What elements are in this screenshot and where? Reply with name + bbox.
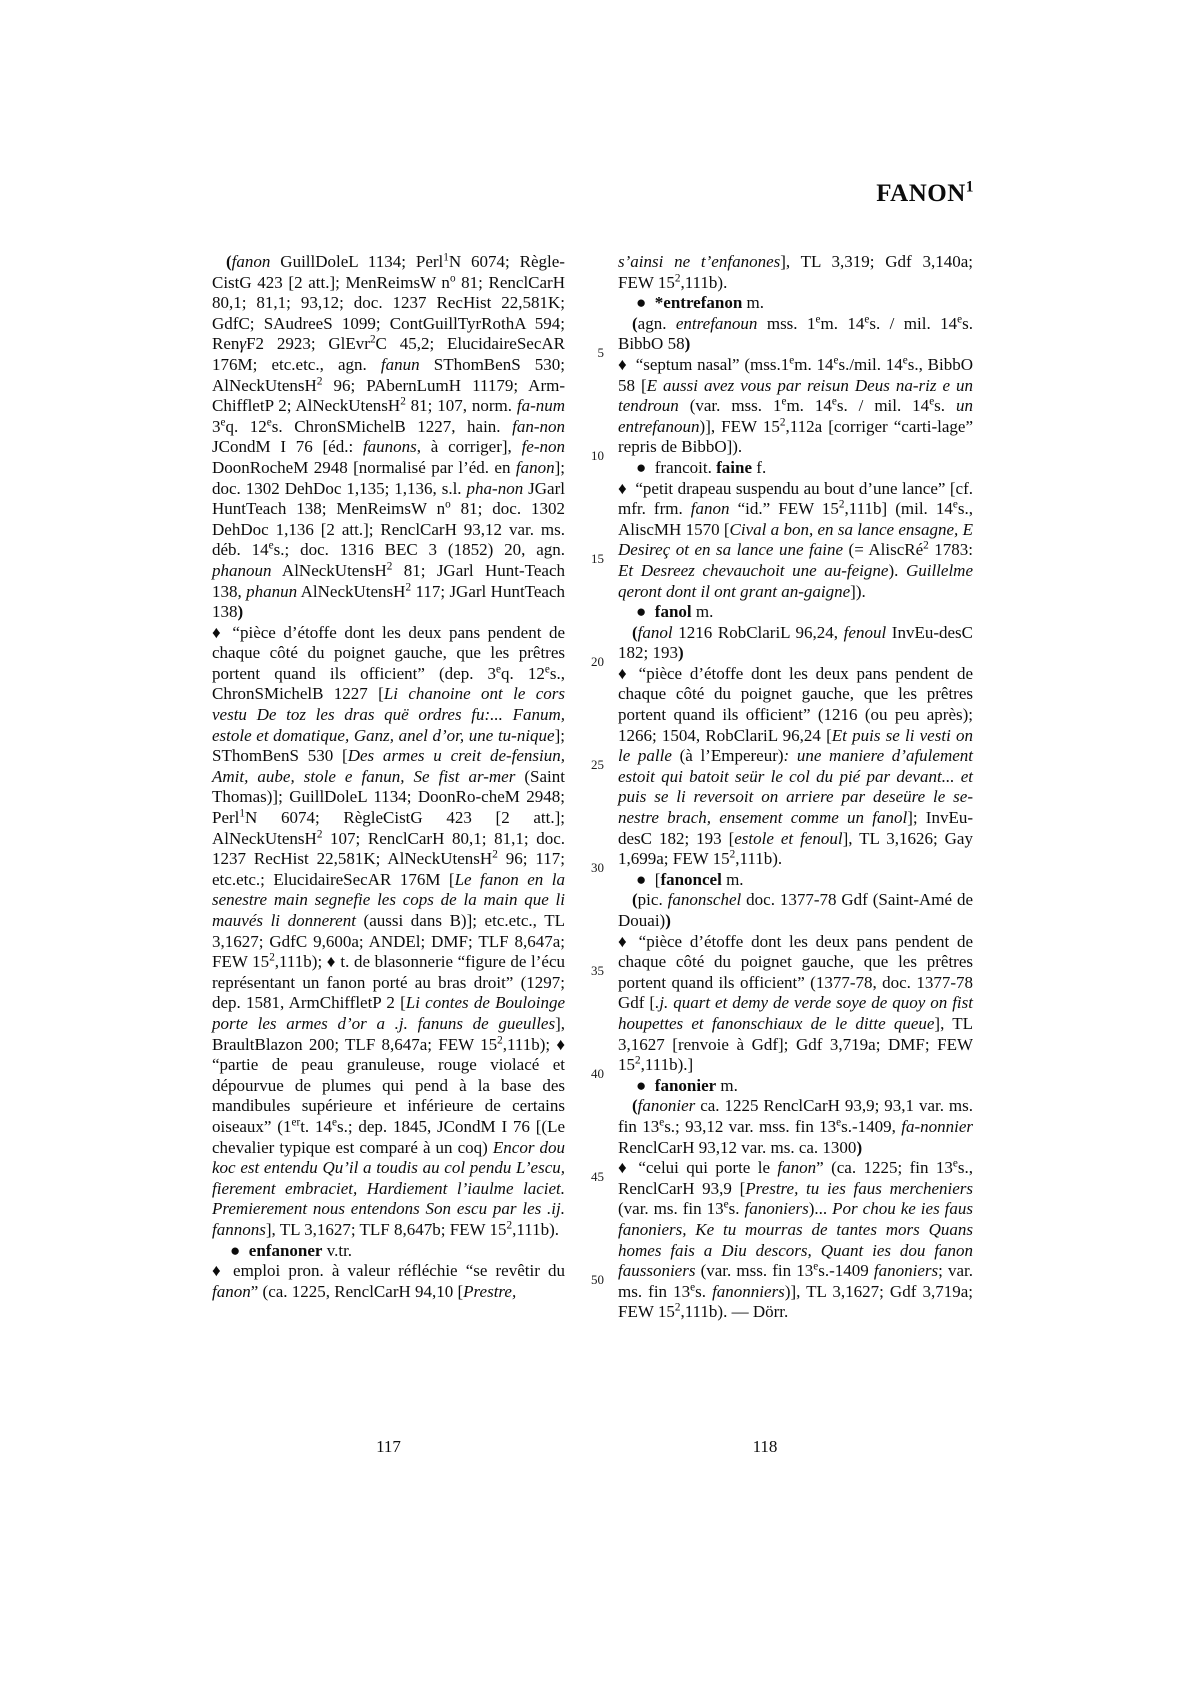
entry-paragraph: ♦ “celui qui porte le fanon” (ca. 1225; fin 13es., RenclCarH 93,9 [Prestre, tu ies faus mercheniers (var. ms. fin 13es. fanoniers)... Por chou ke ies faus fanoniers, Ke tu mourras de tantes mors Quans homes fais a Diu descors, Quant ies dou fanon faussoniers (var. mss. fin 13es.-1409 fanoniers; var. ms. fin 13es. fanonniers)], TL 3,1627; Gdf 3,719a; FEW $15^2,111b$). — Dörr.	[618, 1157, 974, 1322]
italic-run: fanonier	[637, 1096, 696, 1116]
bold-run: faine	[716, 457, 753, 477]
superscript: 2	[729, 848, 736, 861]
italic-run: .j. quart et demy de verde soye de quoy on fist houpettes et fanonschiaux de le ditte queue	[618, 993, 973, 1033]
superscript: e	[266, 416, 272, 429]
superscript: o	[449, 271, 456, 284]
superscript: 2	[316, 827, 323, 840]
bold-run: (	[632, 622, 638, 642]
line-number: 50	[591, 1272, 604, 1288]
text-columns	[212, 252, 973, 1323]
superscript: e	[690, 1281, 696, 1294]
bold-run: fanoncel	[660, 869, 722, 889]
italic-run: fanol	[637, 622, 673, 642]
entry-paragraph: ● fanol m.	[636, 602, 714, 622]
superscript: 2	[369, 333, 376, 346]
page-number-right: 118	[752, 1437, 778, 1456]
superscript: 2	[497, 1033, 503, 1046]
italic-run: Des armes u creit de-fensiun, Amit, aube, stole e fanun, Se fist ar-mer	[212, 746, 566, 786]
running-head-word: FANON	[876, 180, 966, 207]
superscript: e	[815, 313, 821, 326]
superscript: er	[291, 1116, 301, 1129]
bold-run: )	[237, 602, 244, 622]
italic-run: Li chanoine ont le cors vestu De toz les dras quë ordres fu:... Fanum, estole et domatique, Ganz, anel d’or, une tu-nique	[212, 684, 566, 745]
entry-paragraph: (fanol 1216 RobClariL 96,24, fenoul InvEu-desC 182; 193)	[618, 622, 973, 663]
superscript: e	[781, 395, 787, 408]
bold-run: )	[665, 911, 671, 930]
italic-run: Encor dou koc est entendu Qu’il a toudis au col pendu L’escu, fierement embraciet, Hardiement l’iaulme laciet. Premierement nous entendons Son escu par les .ij. fannons	[212, 1137, 566, 1239]
superscript: e	[544, 663, 550, 676]
italic-run: fe-non	[521, 437, 565, 457]
italic-run: fanun	[380, 354, 420, 374]
italic-run: Et Desreez chevauchoit une au-feigne	[618, 560, 889, 580]
superscript: e	[833, 354, 839, 367]
italic-run: faunons	[362, 437, 417, 457]
superscript: e	[268, 539, 274, 552]
italic-run: γ	[239, 334, 247, 354]
italic-run: estole et fenoul	[734, 828, 843, 848]
superscript: o	[445, 498, 451, 511]
italic-run: entrefanoun	[675, 313, 758, 333]
bold-run: (	[632, 313, 638, 333]
bold-run: (	[226, 252, 232, 271]
italic-run: phanoun	[212, 560, 272, 580]
line-number-gutter	[565, 252, 618, 1323]
superscript: 2	[405, 580, 412, 593]
superscript: 2	[674, 1301, 681, 1314]
superscript: e	[952, 498, 958, 511]
superscript: 1	[239, 807, 245, 820]
superscript: 2	[492, 848, 498, 861]
italic-run: fa-num	[516, 396, 566, 416]
line-number: 40	[591, 1066, 604, 1082]
italic-run: fanon	[212, 1281, 251, 1301]
italic-run: : une maniere d’afulement estoit qui batoit seür le col du pié par devant... et puis se li reversoit on arriere par deseüre le se-nestre brach, ensement comme un fanol	[618, 746, 973, 828]
entry-paragraph: ● [fanoncel m.	[636, 869, 744, 889]
superscript: e	[836, 1116, 842, 1129]
superscript: 2	[635, 1054, 641, 1067]
superscript: 2	[779, 416, 786, 429]
entry-paragraph: ♦ “pièce d’étoffe dont les deux pans pendent de chaque côté du poignet gauche, que les prêtres portent quand ils officient” (1377-78, doc. 1377-78 Gdf [.j. quart et demy de verde soye de quoy on fist houpettes et fanonschiaux de le ditte queue], TL 3,1627 [renvoie à Gdf]; Gdf 3,719a; DMF; FEW $15^2,111b$).]	[618, 931, 973, 1075]
bold-run: (	[632, 890, 638, 910]
bold-run: fanonier	[654, 1075, 717, 1095]
italic-run: fanon	[515, 457, 555, 477]
superscript: 2	[674, 271, 681, 284]
superscript: 2	[400, 395, 406, 408]
superscript: 2	[923, 539, 929, 552]
entry-paragraph: ● enfanoner v.tr.	[230, 1240, 353, 1260]
italic-run: fanon	[231, 252, 271, 271]
line-number: 10	[591, 448, 604, 464]
line-number: 25	[591, 757, 604, 773]
superscript: e	[952, 1157, 958, 1170]
superscript: e	[659, 1116, 665, 1129]
italic-run: fanonniers	[712, 1281, 785, 1301]
italic-run: pha-non	[466, 478, 524, 498]
bold-run: (	[632, 1096, 638, 1116]
italic-run: fanoniers	[744, 1199, 809, 1219]
line-number: 35	[591, 963, 604, 979]
entry-paragraph: ● *entrefanon m.	[636, 293, 765, 313]
line-number: 15	[591, 551, 604, 567]
italic-run: fan-non	[512, 416, 565, 436]
superscript: e	[331, 1116, 337, 1129]
entry-paragraph: ♦ “septum nasal” (mss.1em. 14es./mil. 14es., BibbO 58 [E aussi avez vous par reisun Deus na-riz e un tendroun (var. mss. 1em. 14es. / mil. 14es. un entrefanoun)], FEW $15^2,112a$ [corriger “carti-lage” repris de BibbO]).	[618, 354, 973, 457]
superscript: e	[831, 395, 837, 408]
bold-run: )	[684, 334, 691, 354]
superscript: e	[496, 663, 502, 676]
italic-run: un entrefanoun	[618, 396, 973, 436]
line-number: 45	[591, 1169, 604, 1185]
superscript: 2	[316, 374, 323, 387]
entry-paragraph: ♦ “petit drapeau suspendu au bout d’une lance” [cf. mfr. frm. fanon “id.” FEW $15^2,111b$] (mil. 14es., AliscMH 1570 [Cival a bon, en sa lance ensagne, E Desireç ot en sa lance une faine (= AliscRé$^2$ 1783: Et Desreez chevauchoit une au-feigne). Guillelme qeront dont il ont grant an-gaigne]).	[618, 478, 973, 601]
superscript: e	[957, 313, 963, 326]
entry-paragraph: (fanonier ca. 1225 RenclCarH 93,9; 93,1 var. ms. fin 13es.; 93,12 var. mss. fin 13es.-1409, fa-nonnier RenclCarH 93,12 var. ms. ca. 1300)	[618, 1096, 974, 1157]
italic-run: fenoul	[843, 622, 887, 642]
italic-run: fanonschel	[667, 890, 742, 910]
superscript: e	[789, 354, 795, 367]
bold-run: *entrefanon	[654, 293, 743, 313]
entry-paragraph: ♦ emploi pron. à valeur réfléchie “se revêtir du fanon” (ca. 1225, RenclCarH 94,10 [Prestre,	[212, 1261, 565, 1301]
superscript: 2	[838, 498, 845, 511]
entry-paragraph: (pic. fanonschel doc. 1377-78 Gdf (Saint-Amé de Douai))	[618, 890, 973, 930]
superscript: e	[813, 1260, 819, 1273]
entry-paragraph: (fanon GuillDoleL 1134; Perl$^1$N 6074; Règle-CistG 423 [2 att.]; MenReimsW $n^o$ 81; RenclCarH 80,1; 81,1; 93,12; doc. 1237 RecHist 22,581K; GdfC; SAudreeS 1099; ContGuillTyrRothA 594; RenγF2 2923; GlEvr$^2$C 45,2; ElucidaireSecAR 176M; etc.etc., agn. fanun SThomBenS 530; AlNeckUtensH$^2$ 96; PAbernLumH 11179; Arm-ChiffletP 2; AlNeckUtensH$^2$ 81; 107, norm. fa-num 3eq. 12es. ChronSMichelB 1227, hain. fan-non JCondM I 76 [éd.: faunons, à corriger], fe-non DoonRocheM 2948 [normalisé par l’éd. en fanon]; doc. 1302 DehDoc 1,135; 1,136, s.l. pha-non JGarl HuntTeach 138; MenReimsW $n^o$ 81; doc. 1302 DehDoc 1,136 [2 att.]; RenclCarH 93,12 var. ms. déb. 14es.; doc. 1316 BEC 3 (1852) 20, agn. phanoun AlNeckUtensH$^2$ 81; JGarl Hunt-Teach 138, phanun AlNeckUtensH$^2$ 117; JGarl HuntTeach 138)	[212, 251, 566, 622]
italic-run: Cival a bon, en sa lance ensagne, E Desireç ot en sa lance une faine	[618, 519, 973, 560]
running-head-superscript: 1	[965, 178, 974, 196]
page-number-left: 117	[376, 1437, 401, 1456]
entry-paragraph: ● fanonier m.	[636, 1075, 738, 1095]
line-number: 20	[591, 654, 604, 670]
italic-run: E aussi avez vous par reisun Deus na-riz e un tendroun	[618, 375, 973, 416]
superscript: 2	[269, 951, 275, 964]
superscript: e	[929, 395, 935, 408]
line-number: 5	[597, 345, 604, 361]
column-left	[212, 252, 565, 1323]
bold-run: fanol	[654, 602, 692, 622]
italic-run: Et puis se li vesti on le palle	[618, 725, 973, 766]
entry-paragraph: s’ainsi ne t’enfanones], TL 3,319; Gdf 3,140a; FEW $15^2,111b$).	[618, 252, 974, 292]
italic-run: Prestre, tu ies faus mercheniers	[745, 1178, 973, 1198]
superscript: 2	[506, 1219, 513, 1232]
running-head	[618, 180, 974, 208]
italic-run: fanon	[777, 1158, 817, 1178]
entry-paragraph: ♦ “pièce d’étoffe dont les deux pans pendent de chaque côté du poignet gauche, que les prêtres portent quand ils officient” (1216 (ou peu après); 1266; 1504, RobClariL 96,24 [Et puis se li vesti on le palle (à l’Empereur): une maniere d’afulement estoit qui batoit seür le col du pié par devant... et puis se li reversoit on arriere par deseüre le se-nestre brach, ensement comme un fanol]; InvEu-desC 182; 193 [estole et fenoul], TL 3,1626; Gay 1,699a; FEW $15^2,111b$).	[618, 663, 973, 869]
italic-run: Li contes de Bouloinge porte les armes d’or a .j. fanuns de gueulles	[212, 993, 565, 1033]
entry-paragraph: ● francoit. faine f.	[636, 457, 767, 477]
superscript: e	[864, 313, 870, 326]
italic-run: fanon	[690, 499, 730, 519]
superscript: e	[723, 1198, 729, 1211]
superscript: e	[902, 354, 908, 367]
superscript: 1	[443, 251, 449, 264]
italic-run: fa-nonnier	[901, 1116, 974, 1136]
bold-run: enfanoner	[248, 1240, 323, 1260]
italic-run: s’ainsi ne t’enfanones	[618, 252, 781, 271]
superscript: e	[220, 416, 226, 429]
bold-run: )	[677, 643, 684, 663]
italic-run: phanun	[246, 581, 298, 601]
italic-run: fanoniers	[873, 1261, 939, 1281]
superscript: 2	[386, 560, 393, 573]
bold-run: )	[856, 1137, 863, 1157]
line-number: 30	[591, 860, 604, 876]
column-right	[618, 252, 973, 1323]
italic-run: Prestre,	[463, 1281, 517, 1301]
italic-run: Por chou ke ies faus fanoniers, Ke tu mourras de tantes mors Quans homes fais a Diu descors, Quant ies dou fanon faussoniers	[618, 1199, 974, 1281]
entry-paragraph: ♦ “pièce d’étoffe dont les deux pans pendent de chaque côté du poignet gauche, que les prêtres portent quand ils officient” (dep. 3eq. 12es., ChronSMichelB 1227 [Li chanoine ont le cors vestu De toz les dras quë ordres fu:... Fanum, estole et domatique, Ganz, anel d’or, une tu-nique]; SThomBenS 530 [Des armes u creit de-fensiun, Amit, aube, stole e fanun, Se fist ar-mer (Saint Thomas)]; GuillDoleL 1134; DoonRo-cheM 2948; Perl$^1$N 6074; RègleCistG 423 [2 att.]; AlNeckUtensH$^2$ 107; RenclCarH 80,1; 81,1; doc. 1237 RecHist 22,581K; AlNeckUtensH$^2$ 96; 117; etc.etc.; ElucidaireSecAR 176M [Le fanon en la senestre main segnefie les cops de la main que li mauvés li donnerent (aussi dans B)]; etc.etc., TL 3,1627; GdfC 9,600a; ANDEl; DMF; TLF 8,647a; FEW $15^2,111b$); ♦ t. de blasonnerie “figure de l’écu représentant un fanon porté au bras droit” (1297; dep. 1581, ArmChiffletP 2 [Li contes de Bouloinge porte les armes d’or a .j. fanuns de gueulles], BraultBlazon 200; TLF 8,647a; FEW $15^2,111b$); ♦ “partie de peau granuleuse, rouge violacé et dépourvue de plumes qui pend à la base des mandibules supérieure et inférieure de certains oiseaux” (1ert. 14es.; dep. 1845, JCondM I 76 [(Le chevalier typique est comparé à un coq) Encor dou koc est entendu Qu’il a toudis au col pendu L’escu, fierement embraciet, Hardiement l’iaulme laciet. Premierement nous entendons Son escu par les .ij. fannons], TL 3,1627; TLF 8,647b; FEW $15^2,111b$).	[212, 622, 566, 1239]
italic-run: Guillelme qeront dont il ont grant an-gaigne	[618, 560, 973, 601]
entry-paragraph: (agn. entrefanoun mss. 1em. 14es. / mil. 14es. BibbO 58)	[618, 313, 973, 354]
italic-run: Le fanon en la senestre main segnefie les cops de la main que li mauvés li donnerent	[212, 869, 565, 930]
